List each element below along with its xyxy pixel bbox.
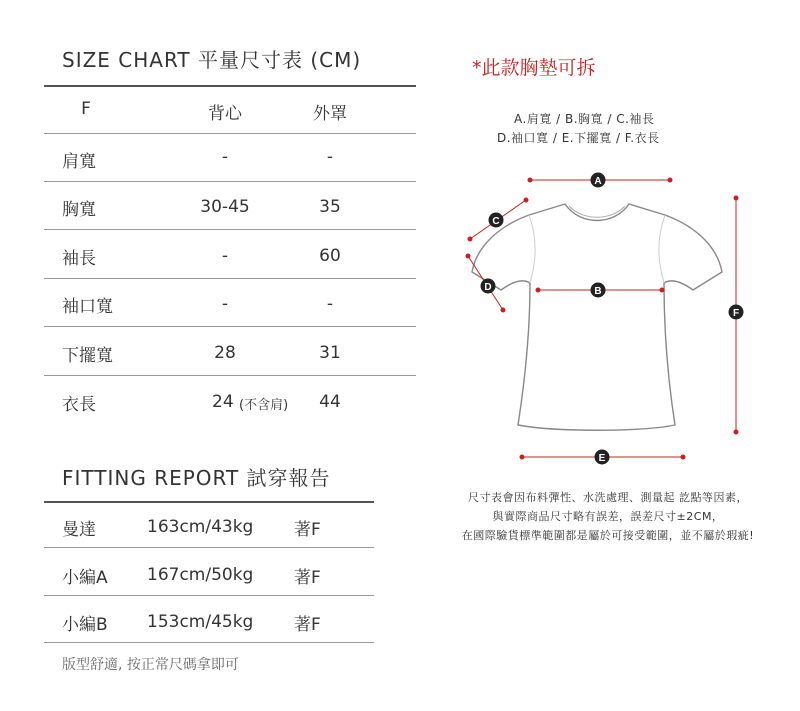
size-row-vest-note: (不含肩) <box>239 398 289 413</box>
marker-d <box>481 279 496 294</box>
size-row-outer: - <box>326 294 334 314</box>
size-row-outer: 31 <box>319 343 341 363</box>
size-header-outer: 外罩 <box>313 104 347 124</box>
marker-f-label: F <box>732 308 740 319</box>
tolerance-note-line-2: 與實際商品尺寸略有誤差，誤差尺寸±2CM， <box>492 510 724 523</box>
tshirt-outline <box>472 204 722 430</box>
marker-e-label: E <box>598 453 606 464</box>
marker-b <box>591 283 606 298</box>
fitting-row-wear: 著F <box>294 520 321 540</box>
size-header-vest: 背心 <box>208 104 242 124</box>
fitting-footnote: 版型舒適, 按正常尺碼拿即可 <box>62 657 239 673</box>
size-row-label: 胸寬 <box>62 200 96 220</box>
fitting-row-body: 163cm/43kg <box>147 517 254 537</box>
tolerance-note-line-1: 尺寸表會因布料彈性、水洗處理、測量起 訖點等因素， <box>468 491 748 504</box>
marker-c <box>489 213 504 228</box>
size-row-outer: - <box>326 147 334 167</box>
size-row-label: 衣長 <box>62 395 96 415</box>
fitting-report-title: FITTING REPORT 試穿報告 <box>62 466 331 490</box>
fitting-row-body: 167cm/50kg <box>147 565 254 585</box>
removable-pad-notice: *此款胸墊可拆 <box>472 57 596 79</box>
size-row-vest: - <box>221 246 229 266</box>
size-row-vest: 24 <box>212 392 234 412</box>
size-row-outer: 60 <box>319 246 341 266</box>
marker-a <box>591 173 606 188</box>
size-row-vest: - <box>221 294 229 314</box>
size-header-label: F <box>81 99 91 119</box>
size-row-label: 肩寬 <box>62 152 96 172</box>
size-row-vest: 30-45 <box>200 197 250 217</box>
size-row-vest: 28 <box>214 343 236 363</box>
size-chart-title: SIZE CHART 平量尺寸表 (CM) <box>62 48 362 72</box>
legend-line-2: D.袖口寬 / E.下擺寬 / F.衣長 <box>497 131 660 145</box>
size-row-label: 袖長 <box>62 249 96 269</box>
size-row-outer: 44 <box>319 392 341 412</box>
marker-b-label: B <box>594 286 602 297</box>
size-row-label: 袖口寬 <box>62 297 113 317</box>
size-row-label: 下擺寬 <box>62 346 113 366</box>
fitting-row-name: 曼達 <box>62 520 96 540</box>
fitting-row-name: 小編A <box>62 568 108 588</box>
fitting-row-wear: 著F <box>294 568 321 588</box>
tolerance-note-line-3: 在國際驗貨標準範圍都是屬於可接受範圍，並不屬於瑕疵! <box>461 529 755 542</box>
fitting-row-name: 小編B <box>62 615 108 635</box>
marker-c-label: C <box>492 216 500 227</box>
size-row-vest: - <box>221 147 229 167</box>
fitting-row-body: 153cm/45kg <box>147 612 254 632</box>
size-row-outer: 35 <box>319 197 341 217</box>
fitting-row-wear: 著F <box>294 615 321 635</box>
marker-f <box>729 305 744 320</box>
marker-a-label: A <box>594 176 602 187</box>
marker-e <box>595 450 610 465</box>
marker-d-label: D <box>484 282 492 293</box>
legend-line-1: A.肩寬 / B.胸寬 / C.袖長 <box>514 112 655 126</box>
